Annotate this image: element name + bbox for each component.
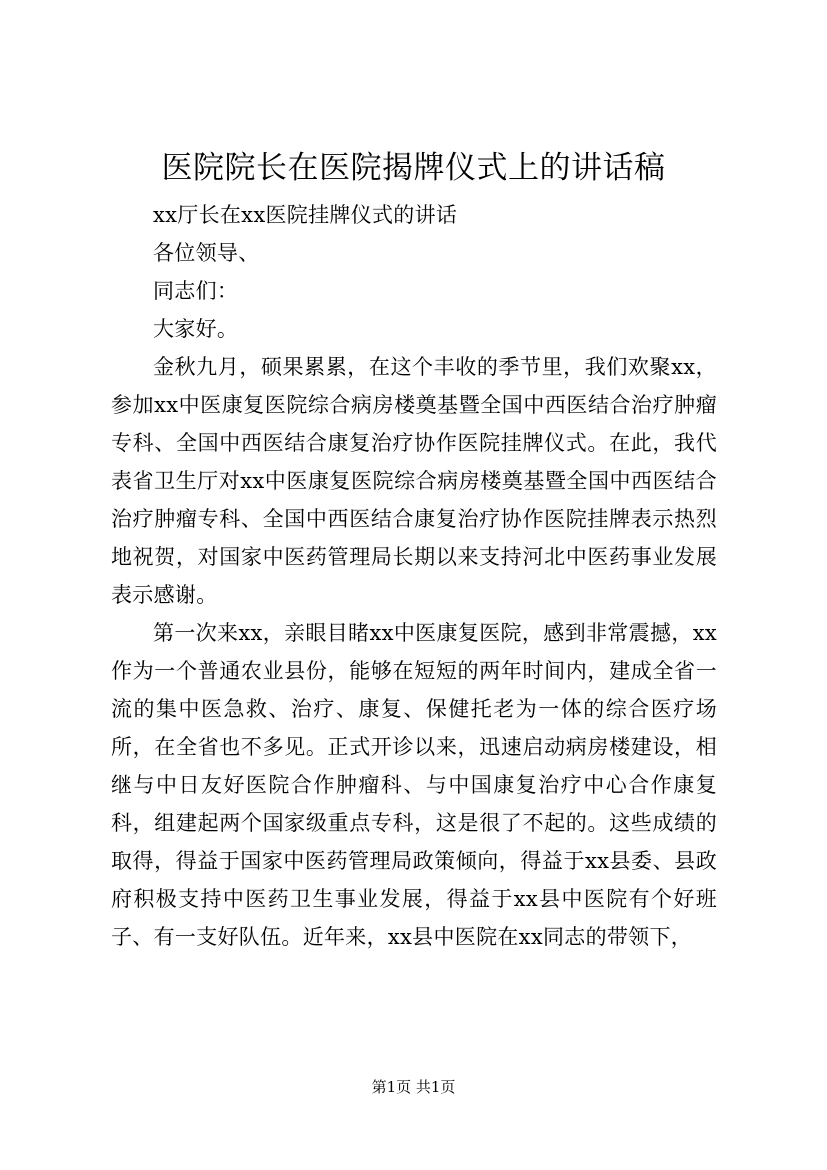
paragraph-greeting: 大家好。	[153, 317, 239, 341]
document-body	[111, 196, 717, 956]
document-title: 医院院长在医院揭牌仪式上的讲话稿	[161, 150, 666, 186]
paragraph-congratulations: 金秋九月，硕果累累，在这个丰收的季节里，我们欢聚xx，参加xx中医康复医院综合病房楼奠基暨全国中西医结合治疗肿瘤专科、全国中西医结合康复治疗协作医院挂牌仪式。在此，我代表省卫生厅对xx中医康复医院综合病房楼奠基暨全国中西医结合治疗肿瘤专科、全国中西医结合康复治疗协作医院挂牌表示热烈地祝贺，对国家中医药管理局长期以来支持河北中医药事业发展表示感谢。	[111, 355, 717, 607]
paragraph-salutation-leaders: 各位领导、	[153, 241, 260, 265]
paragraph-salutation-comrades: 同志们：	[153, 279, 239, 303]
paragraph-first-visit: 第一次来xx，亲眼目睹xx中医康复医院，感到非常震撼，xx作为一个普通农业县份，能够在短短的两年时间内，建成全省一流的集中医急救、治疗、康复、保健托老为一体的综合医疗场所，在全省也不多见。正式开诊以来，迅速启动病房楼建设，相继与中日友好医院合作肿瘤科、与中国康复治疗中心合作康复科，组建起两个国家级重点专科，这是很了不起的。这些成绩的取得，得益于国家中医药管理局政策倾向，得益于xx县委、县政府积极支持中医药卫生事业发展，得益于xx县中医院有个好班子、有一支好队伍。近年来，xx县中医院在xx同志的带领下，	[111, 621, 717, 949]
page-footer: 第1页 共1页	[371, 1078, 456, 1096]
paragraph-heading-line: xx厅长在xx医院挂牌仪式的讲话	[153, 203, 458, 227]
